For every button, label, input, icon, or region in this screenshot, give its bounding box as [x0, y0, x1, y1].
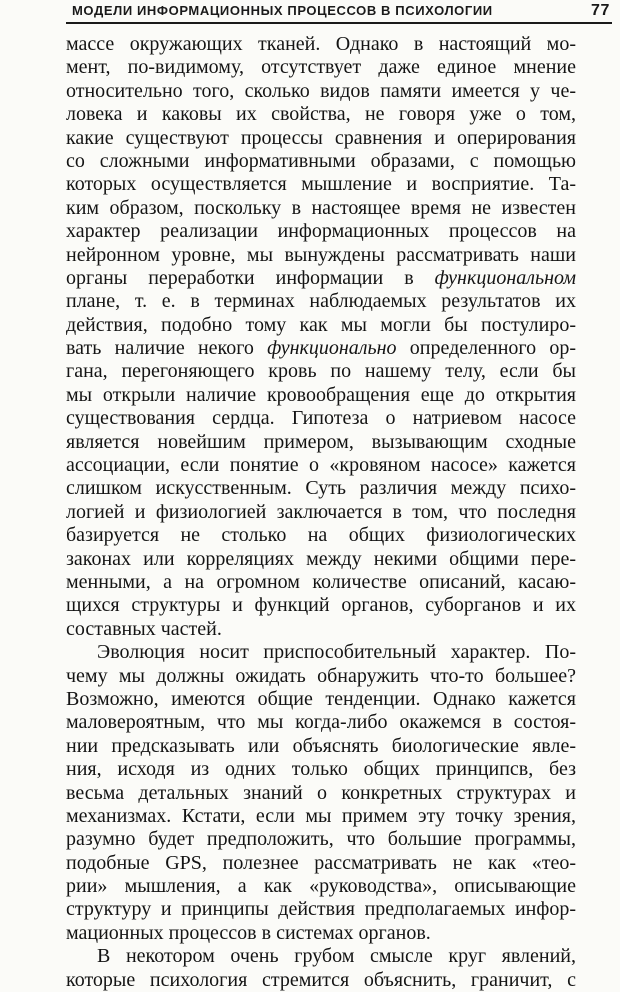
text-line: подобные GPS, полезнее рассматривать не как «тео- — [66, 851, 576, 874]
text-line: логией и физиологией заключается в том, что последня — [66, 500, 576, 523]
running-head — [72, 0, 610, 22]
text-line: со сложными информативными образами, с помощью — [66, 149, 576, 172]
text-line: ассоциации, если понятие о «кровяном насосе» кажется — [66, 454, 576, 477]
text-line: составных частей. — [66, 617, 222, 640]
text-line: нейронном уровне, мы вынуждены рассматривать наши — [66, 243, 576, 266]
text-line: ния, исходя из одних только общих принципсв, без — [66, 758, 576, 781]
text-line: менными, а на огромном количестве описаний, касаю- — [66, 570, 576, 593]
text-segment: вать наличие некого — [66, 337, 268, 360]
text-line: мент, по-видимому, отсутствует даже единое мнение — [66, 56, 576, 79]
text-line: рии» мышления, а как «руководства», описывающие — [66, 875, 576, 898]
text-line: законах или корреляциях между некими общими пере- — [66, 547, 576, 570]
running-head-title: МОДЕЛИ ИНФОРМАЦИОННЫХ ПРОЦЕССОВ В ПСИХОЛОГИИ — [72, 3, 493, 18]
text-line: какие существуют процессы сравнения и оперирования — [66, 126, 576, 149]
text-line — [66, 267, 576, 290]
text-line: весьма детальных знаний о конкретных структурах и — [66, 781, 576, 804]
italic-emphasis: функционально — [267, 337, 397, 360]
text-line — [66, 337, 576, 360]
text-line: структуру и принципы действия предполагаемых инфор- — [66, 898, 576, 921]
text-line: существования сердца. Гипотеза о натриевом насосе — [66, 407, 576, 430]
text-line: действия, подобно тому как мы могли бы постулиро- — [66, 313, 576, 336]
text-line: слишком искусственным. Суть различия между психо- — [66, 477, 576, 500]
text-line: которых осуществляется мышление и восприятие. Та- — [66, 173, 576, 196]
text-line: характер реализации информационных процессов на — [66, 220, 576, 243]
text-line: Эволюция носит приспособительный характер. По- — [97, 641, 576, 664]
text-line: ловека и каковы их свойства, не говоря уже о том, — [66, 103, 576, 126]
text-line: Возможно, имеются общие тенденции. Однако кажется — [66, 687, 576, 710]
text-line: нии предсказывать или объяснять биологические явле- — [66, 734, 576, 757]
text-line: мы открыли наличие кровообращения еще до открытия — [66, 383, 576, 406]
header-rule — [66, 22, 612, 24]
text-line: ким образом, поскольку в настоящее время не известен — [66, 196, 576, 219]
text-line: маловероятным, что мы когда-либо окажемся в состоя- — [66, 711, 576, 734]
text-segment: органы переработки информации в — [66, 266, 435, 289]
page-number: 77 — [591, 2, 610, 19]
text-line: механизмах. Кстати, если мы примем эту точку зрения, — [66, 804, 576, 827]
text-line: мационных процессов в системах органов. — [66, 921, 431, 944]
text-line: щихся структуры и функций органов, суборганов и их — [66, 594, 576, 617]
text-line: относительно того, сколько видов памяти имеется у че- — [66, 79, 576, 102]
text-line: является новейшим примером, вызывающим сходные — [66, 430, 576, 453]
text-segment: определенного ор- — [396, 337, 576, 360]
italic-emphasis: функциональном — [434, 266, 576, 289]
text-line: плане, т. е. в терминах наблюдаемых результатов их — [66, 290, 576, 313]
text-line: базируется не столько на общих физиологических — [66, 524, 576, 547]
text-line: разумно будет предположить, что большие программы, — [66, 828, 576, 851]
text-line: В некотором очень грубом смысле круг явлений, — [97, 945, 576, 968]
text-line: массе окружающих тканей. Однако в настоящий мо- — [66, 33, 576, 55]
text-line: которые психология стремится объяснить, граничит, с — [66, 968, 576, 991]
text-line: гана, перегоняющего кровь по нашему телу, если бы — [66, 360, 576, 383]
text-line: чему мы должны ожидать обнаружить что-то большее? — [66, 664, 576, 687]
body-text — [66, 33, 576, 992]
